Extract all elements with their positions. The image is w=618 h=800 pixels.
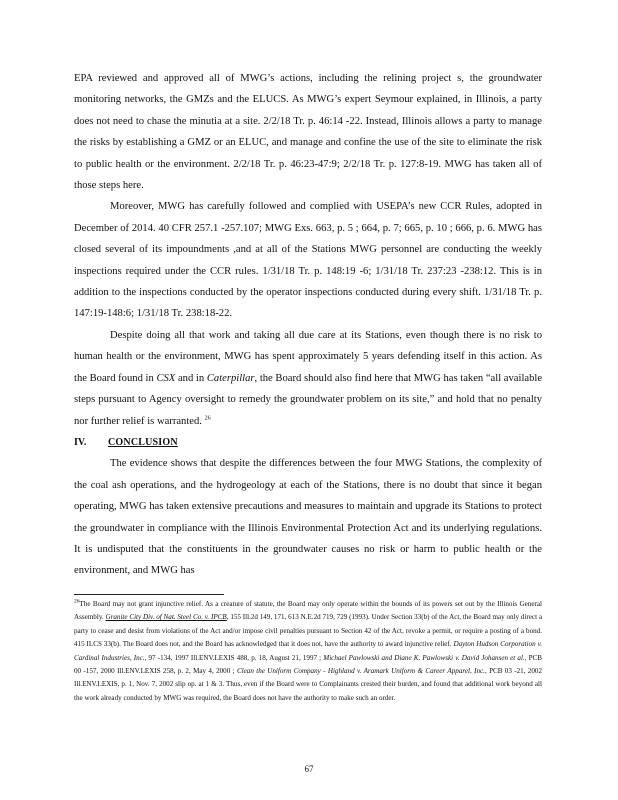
footnote xyxy=(74,598,542,705)
section-title: CONCLUSION xyxy=(108,436,178,448)
footnote-reference: 26 xyxy=(204,414,211,421)
paragraph-3 xyxy=(74,325,542,432)
footnote-text-1: The Board may not grant injunctive relief. As a creature of statute, the Board may only operate within the bounds of its powers set out by the Illinois General Assembly. xyxy=(74,600,542,622)
body-text xyxy=(74,68,542,582)
footnote-divider xyxy=(74,594,224,595)
section-number: IV. xyxy=(74,436,87,448)
footnote-text-4: , PCB 00 -157, 2000 Ill.ENV.LEXIS 258, p. 2, May 4, 2000 ; xyxy=(74,653,543,676)
footnote-text-5: , PCB 03 -21, 2002 Ill.ENV.LEXIS, p. 1, Nov. 7, 2002 slip op. at 1 & 3. Thus, even if the Board were to Complainants crested their burden, and found that additional work beyond all the work already conducted by MWG was required, the Board does not have the authority to make such an order. xyxy=(74,667,542,702)
footnote-case-pawlowski: Michael Pawlowski and Diane K. Pawlowski v. David Johansen et al. xyxy=(323,653,525,662)
section-heading xyxy=(74,432,542,453)
paragraph-1: EPA reviewed and approved all of MWG’s actions, including the relining project s, the groundwater monitoring networks, the GMZs and the ELUCS. As MWG’s expert Seymour explained, in Illinois, a party does not need to chase the minutia at a site. 2/2/18 Tr. p. 46:14 -22. Instead, Illinois allows a party to manage the risks by establishing a GMZ or an ELUC, and manage and confine the use of the site to eliminate the risk to public health or the environment. 2/2/18 Tr. p. 46:23-47:9; 2/2/18 Tr. p. 127:8-19. MWG has taken all of those steps here. xyxy=(74,73,542,192)
footnote-text-2: , 155 Ill.2d 149, 171, 613 N.E.2d 719, 729 (1993). Under Section 33(b) of the Act, the Board may only direct a party to cease and desist from violations of the Act and/or impose civil penalties pursuant to Section 42 of the Act, revoke a permit, or require a posting of a bond. 415 ILCS 33(b). The Board does not, and the Board has acknowledged that it does not, have the authority to award injunctive relief. xyxy=(74,613,542,649)
footnote-marker: 26 xyxy=(74,598,80,605)
footnote-text xyxy=(74,598,542,705)
footnote-case-granite-city: Granite City Div. of Nat. Steel Co. v. IPCB xyxy=(105,613,227,622)
footnote-case-clean-the-uniform: Clean the Uniform Company - Highland v. Aramark Uniform & Career Apparel, Inc. xyxy=(236,667,485,676)
footnote-text-3: , 97 -134, 1997 Ill.ENV.LEXIS 488, p. 18, August 21, 1997 ; xyxy=(144,653,322,662)
case-citation-csx: CSX xyxy=(156,372,176,384)
footnote-case-dayton-hudson: Dayton Hudson Corporation v. Cardinal Industries, Inc. xyxy=(74,640,542,662)
paragraph-4: The evidence shows that despite the differences between the four MWG Stations, the complexity of the coal ash operations, and the hydrogeology at each of the Stations, there is no doubt that since it began operating, MWG has taken extensive precautions and measures to maintain and upgrade its Stations to protect the groundwater in compliance with the Illinois Environmental Protection Act and its underlying regulations. It is undisputed that the constituents in the groundwater causes no risk or harm to public health or the environment, and MWG has xyxy=(74,458,542,577)
paragraph-2: Moreover, MWG has carefully followed and complied with USEPA’s new CCR Rules, adopted in December of 2014. 40 CFR 257.1 -257.107; MWG Exs. 663, p. 5 ; 664, p. 7; 665, p. 10 ; 666, p. 6. MWG has closed several of its impoundments ,and at all of the Stations MWG personnel are conducting the weekly inspections required under the CCR rules. 1/31/18 Tr. p. 148:19 -6; 1/31/18 Tr. 237:23 -238:12. This is in addition to the inspections conducted by the operator inspections conducted during every shift. 1/31/18 Tr. p. 147:19-148:6; 1/31/18 Tr. 238:18-22. xyxy=(74,201,542,320)
paragraph-3-text-a: Despite doing all that work and taking all due care at its Stations, even though there is no risk to human health or the environment, MWG has spent approximately 5 years defending itself in this action. As the Board found in xyxy=(74,329,542,384)
page-number: 67 xyxy=(304,764,314,774)
paragraph-3-text-b: and in xyxy=(177,372,205,384)
paragraph-3-text-c: , the Board should also find here that MWG has taken “all available steps pursuant to Agency oversight to remedy the groundwater problem on its site,” and hold that no penalty nor further relief is warranted. xyxy=(74,372,543,427)
case-citation-caterpillar: Caterpillar xyxy=(206,372,255,384)
